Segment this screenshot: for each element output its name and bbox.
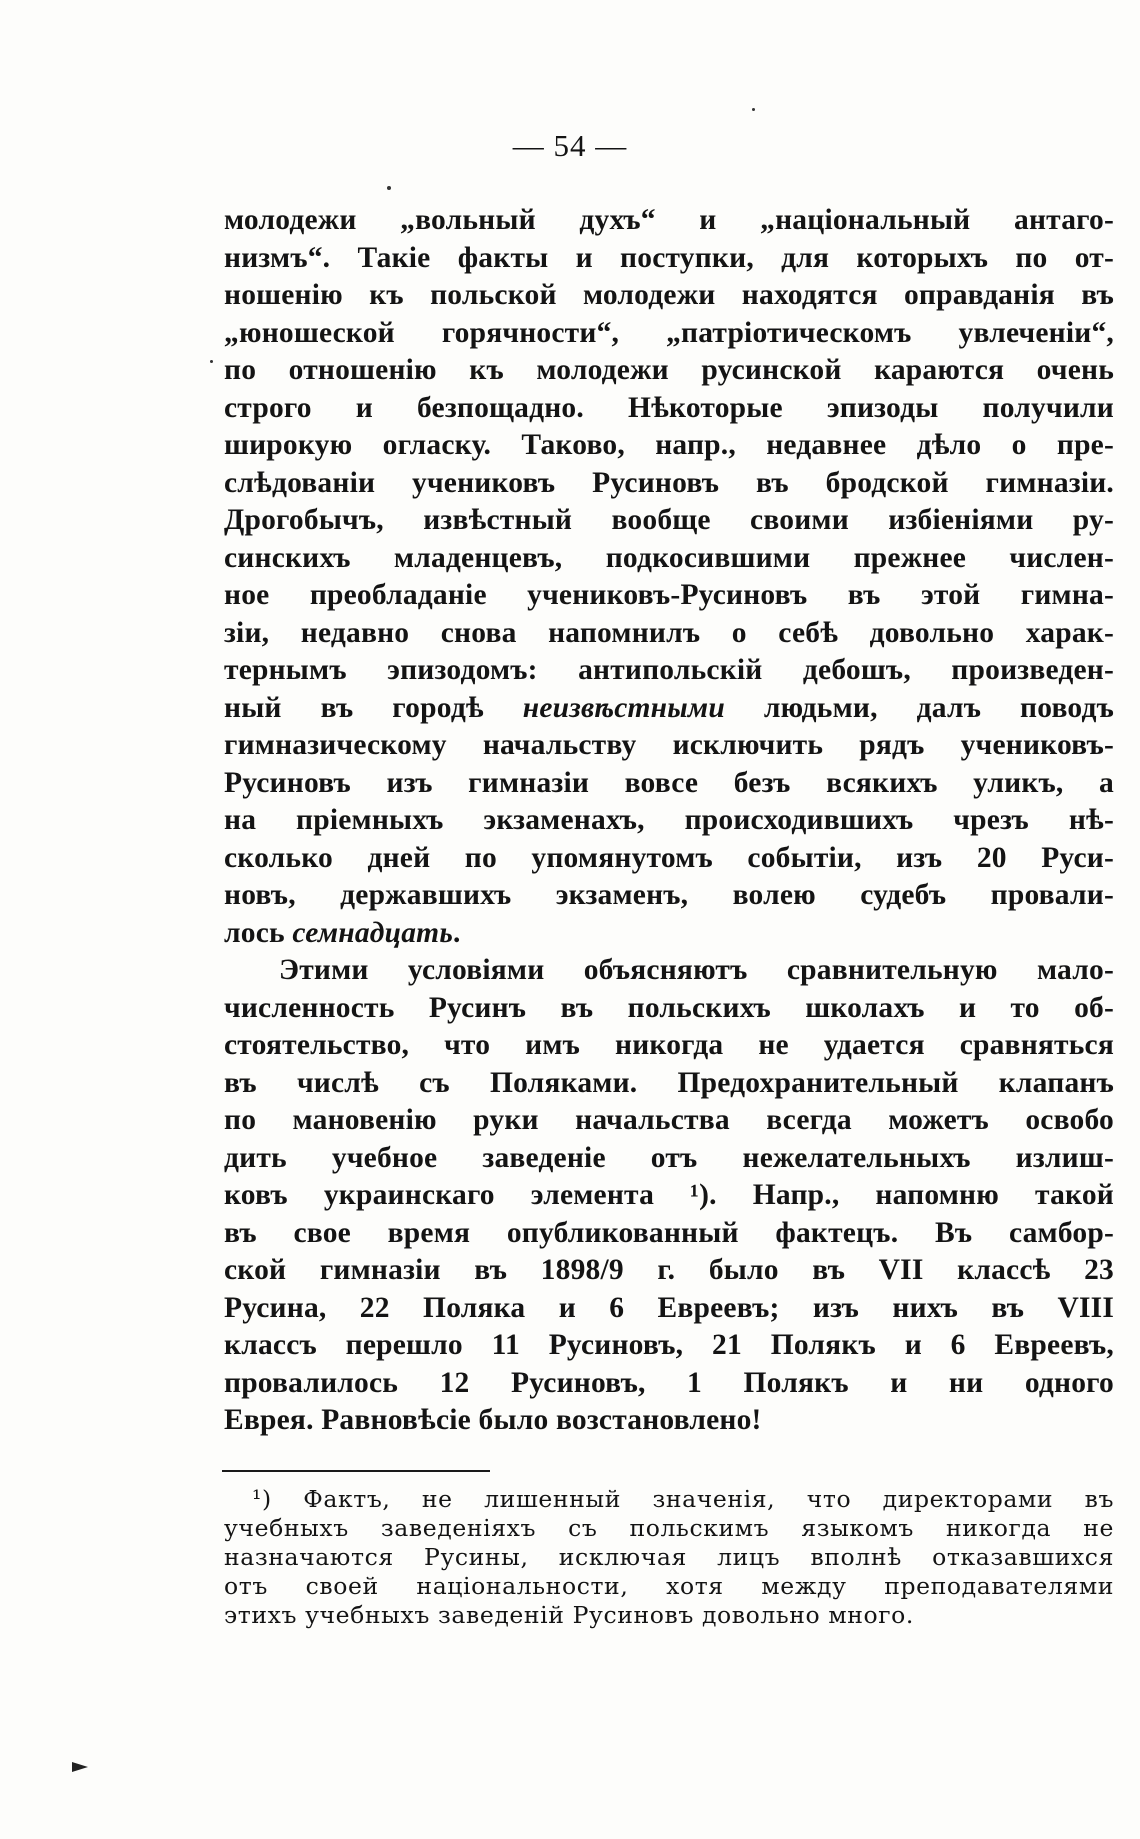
body-text [224, 202, 1114, 1440]
footnote-line: этихъ учебныхъ заведеній Русиновъ довольно много. [224, 1601, 914, 1629]
page-number: — 54 — [512, 128, 628, 163]
text-line: гимназическому начальству исключить рядъ учениковъ- [224, 729, 1114, 761]
print-speck [210, 360, 213, 363]
print-speck [752, 108, 755, 111]
footnote-line: отъ своей національности, хотя между преподавателями [224, 1572, 1114, 1600]
text-line: численность Русинъ въ польскихъ школахъ и то об- [224, 991, 1114, 1024]
print-speck [387, 186, 391, 190]
text-line: низмъ“. Такіе факты и поступки, для которыхъ по от- [224, 241, 1114, 274]
text-line: тернымъ эпизодомъ: антипольскій дебошъ, произведен- [224, 654, 1114, 686]
text-line: строго и безпощадно. Нѣкоторые эпизоды получили [224, 391, 1114, 424]
text-line: на пріемныхъ экзаменахъ, происходившихъ чрезъ нѣ- [224, 804, 1114, 836]
text-line: ный въ городѣ неизвѣстными людьми, далъ поводъ [224, 691, 1114, 724]
text-line: новъ, державшихъ экзаменъ, волею судебъ провали- [224, 879, 1114, 911]
footnote-separator [222, 1470, 490, 1472]
text-line: синскихъ младенцевъ, подкосившими прежнее числен- [224, 541, 1114, 574]
text-line: по отношенію къ молодежи русинской караются очень [224, 354, 1114, 386]
text-line: дить учебное заведеніе отъ нежелательныхъ излиш- [224, 1141, 1114, 1174]
text-line: по мановенію руки начальства всегда можетъ освобо [224, 1104, 1114, 1136]
margin-mark-icon [72, 1762, 88, 1772]
footnote-line: учебныхъ заведеніяхъ съ польскимъ языкомъ никогда не [224, 1514, 1114, 1542]
text-line: широкую огласку. Таково, напр., недавнее дѣло о пре- [224, 429, 1114, 461]
text-line: Дрогобычъ, извѣстный вообще своими избіеніями ру- [224, 504, 1114, 536]
text-line: Еврея. Равновѣсіе было возстановлено! [224, 1404, 762, 1436]
text-line: Русина, 22 Поляка и 6 Евреевъ; изъ нихъ въ VIII [224, 1291, 1114, 1324]
emphasized-word: неизвѣстными [522, 691, 725, 724]
text-line: Русиновъ изъ гимназіи вовсе безъ всякихъ уликъ, а [224, 766, 1114, 799]
text-line: въ числѣ съ Поляками. Предохранительный клапанъ [224, 1066, 1114, 1099]
footnote-line: назначаются Русины, исключая лицъ вполнѣ отказавшихся [224, 1543, 1114, 1571]
text-line: сколько дней по упомянутомъ событіи, изъ 20 Руси- [224, 841, 1114, 874]
footnote-line: ¹) Фактъ, не лишенный значенія, что директорами въ [252, 1485, 1114, 1513]
emphasized-word: семнадцать [292, 916, 453, 949]
text-line: классъ перешло 11 Русиновъ, 21 Полякъ и 6 Евреевъ, [224, 1329, 1114, 1361]
text-line: ковъ украинскаго элемента ¹). Напр., напомню такой [224, 1179, 1114, 1211]
text-line: лось семнадцать. [224, 916, 461, 949]
text-line: „юношеской горячности“, „патріотическомъ увлеченіи“, [224, 316, 1114, 349]
text-line: молодежи „вольный духъ“ и „національный антаго- [224, 204, 1114, 236]
paragraph-start-line: Этими условіями объясняютъ сравнительную мало- [279, 954, 1114, 986]
text-line: ской гимназіи въ 1898/9 г. было въ VII классѣ 23 [224, 1254, 1114, 1286]
text-line: провалилось 12 Русиновъ, 1 Полякъ и ни одного [224, 1366, 1114, 1399]
text-line: ношенію къ польской молодежи находятся оправданія въ [224, 279, 1114, 311]
footnote [224, 1485, 1114, 1630]
text-line: ное преобладаніе учениковъ-Русиновъ въ этой гимна- [224, 579, 1114, 611]
text-line: стоятельство, что имъ никогда не удается сравняться [224, 1029, 1114, 1061]
text-line: въ свое время опубликованный фактецъ. Въ самбор- [224, 1216, 1114, 1249]
text-line: зіи, недавно снова напомнилъ о себѣ довольно харак- [224, 616, 1114, 649]
text-line: слѣдованіи учениковъ Русиновъ въ бродской гимназіи. [224, 466, 1114, 499]
